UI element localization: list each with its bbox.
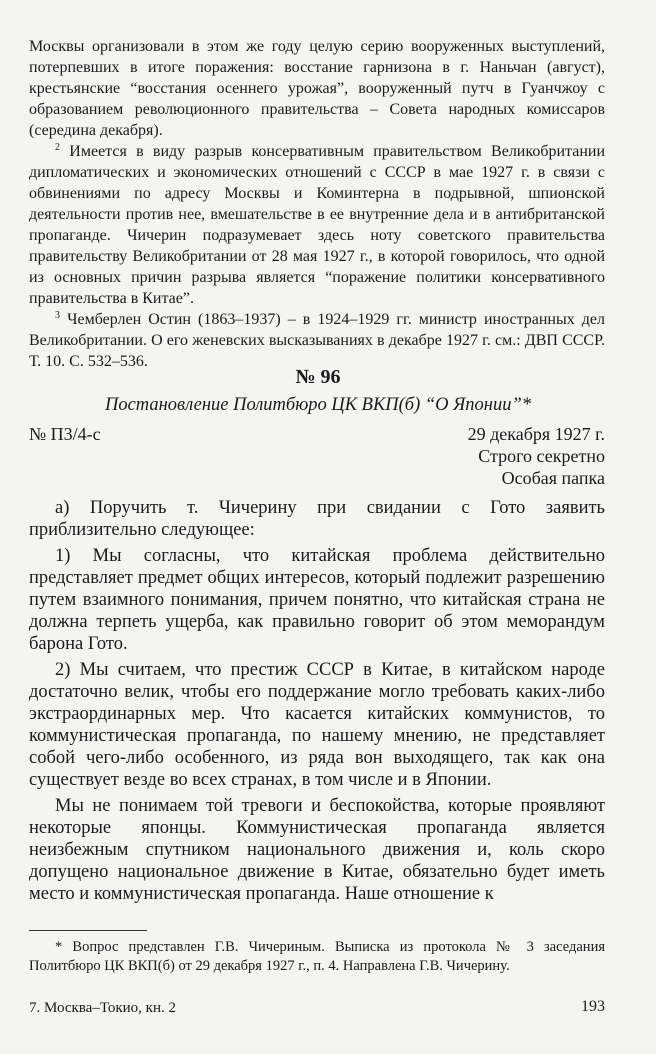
secrecy-stamp: Строго секретно xyxy=(478,446,605,466)
document-body xyxy=(29,497,605,909)
endnote-2-number: 2 xyxy=(55,142,60,153)
body-paragraph: 1) Мы согласны, что китайская проблема действительно представляет предмет общих интересов, который подлежит разрешению путем взаимного понимания, причем понятно, что китайская страна не должна терпеть ущерба, как правильно говорит об этом меморандум барона Гото. xyxy=(29,546,605,654)
document-number: № 96 xyxy=(295,366,341,388)
page-number: 193 xyxy=(581,998,605,1015)
body-paragraph: 2) Мы считаем, что престиж СССР в Китае, в китайском народе достаточно велик, чтобы его поддержание могло требовать каких-либо экстраординарных мер. Что касается китайских коммунистов, то коммунистическая пропаганда, по нашему мнению, не представляет собой чего-либо особенного, из ряда вон выходящего, так как она существует везде во всех странах, в том числе и в Японии. xyxy=(29,660,605,790)
special-folder-stamp: Особая папка xyxy=(501,468,605,488)
endnote-3 xyxy=(29,309,605,372)
body-paragraph: а) Поручить т. Чичерину при свидании с Гото заявить приблизительно следующее: xyxy=(29,498,605,540)
endnote-3-text: Чемберлен Остин (1863–1937) – в 1924–1929 гг. министр иностранных дел Великобритании. О его женевских высказываниях в декабре 1927 г. см.: ДВП СССР. Т. 10. С. 532–536. xyxy=(29,311,606,370)
footnote-divider xyxy=(29,930,147,931)
endnote-3-number: 3 xyxy=(55,310,60,321)
endnote-2 xyxy=(29,141,605,309)
endnotes xyxy=(29,36,605,372)
document-title-text: Постановление Политбюро ЦК ВКП(б) “О Японии” xyxy=(104,395,522,415)
running-footer: 7. Москва–Токио, кн. 2 xyxy=(29,1000,176,1016)
footnote: * Вопрос представлен Г.В. Чичериным. Выписка из протокола № 3 заседания Политбюро ЦК ВКП(б) от 29 декабря 1927 г., п. 4. Направлена Г.В. Чичерину. xyxy=(29,939,605,974)
document-meta-right xyxy=(468,423,605,489)
protocol-number: № П3/4-с xyxy=(29,424,101,444)
document-title xyxy=(0,395,636,416)
document-title-footnote-mark: * xyxy=(521,395,532,415)
body-paragraph: Мы не понимаем той тревоги и беспокойства, которые проявляют некоторые японцы. Коммунистическая пропаганда является неизбежным спутником национального движения и, коль скоро допущено национальное движение в Китае, обязательно будет иметь место и коммунистическая пропаганда. Наше отношение к xyxy=(29,796,605,904)
document-date: 29 декабря 1927 г. xyxy=(467,424,605,444)
endnote-1-continuation: Москвы организовали в этом же году целую серию вооруженных выступлений, потерпевших в итоге поражения: восстание гарнизона в г. Наньчан (август), крестьянские “восстания осеннего урожая”, вооруженный путч в Гуанчжоу с образованием революционного правительства – Совета народных комиссаров (середина декабря). xyxy=(29,38,605,139)
endnote-2-text: Имеется в виду разрыв консервативным правительством Великобритании дипломатических и экономических отношений с СССР в мае 1927 г. в связи с обвинениями по адресу Москвы и Коминтерна в подрывной, шпионской деятельности против нее, вмешательстве в ее внутренние дела и в антибританской пропаганде. Чичерин подразумевает здесь ноту советского правительства правительству Великобритании от 28 мая 1927 г., в которой говорилось, что одной из основных причин разрыва является “поражение политики консервативного правительства в Китае”. xyxy=(29,143,606,307)
